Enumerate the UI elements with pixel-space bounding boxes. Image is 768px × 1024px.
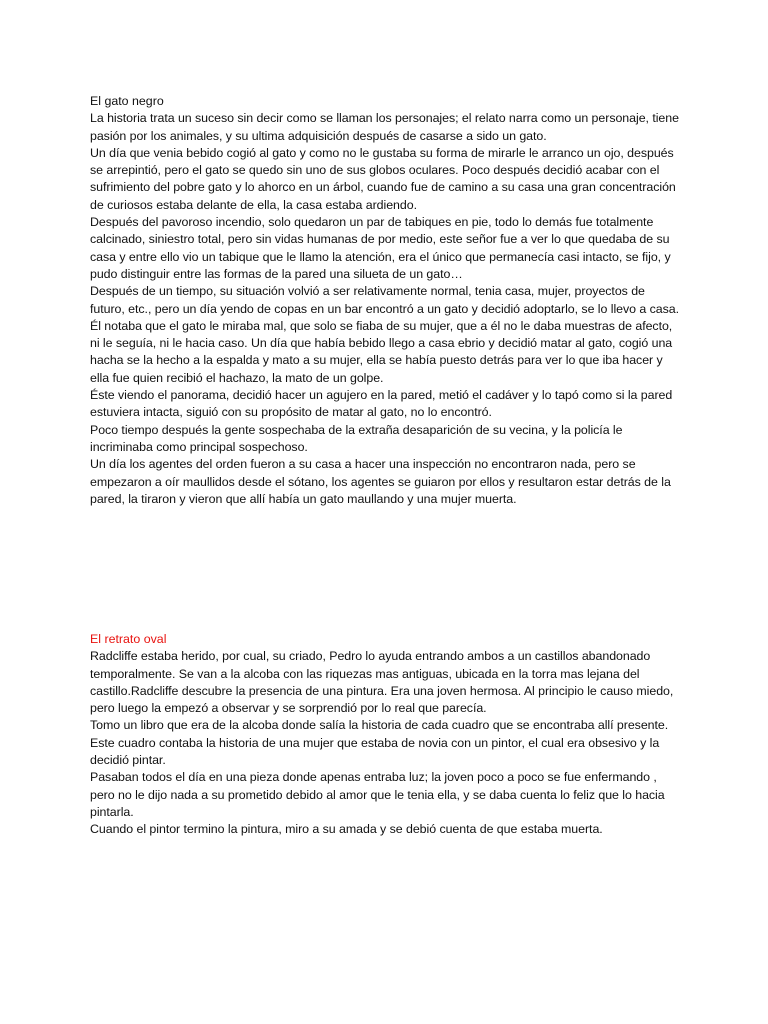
paragraph: Poco tiempo después la gente sospechaba de la extraña desaparición de su vecina, y la policía le incriminaba como principal sospechoso. xyxy=(90,422,623,454)
story-section-retrato-oval xyxy=(90,631,680,839)
paragraph: Un día los agentes del orden fueron a su casa a hacer una inspección no encontraron nada, pero se empezaron a oír maullidos desde el sótano, los agentes se guiaron por ellos y resultaron estar detrás de la pared, la tiraron y vieron que allí había un gato maullando y una mujer muerta. xyxy=(90,457,671,506)
paragraph: Éste viendo el panorama, decidió hacer un agujero en la pared, metió el cadáver y lo tapó como si la pared estuviera intacta, siguió con su propósito de matar al gato, no lo encontró. xyxy=(90,388,673,420)
paragraph: Después de un tiempo, su situación volvió a ser relativamente normal, tenia casa, mujer, proyectos de futuro, etc., pero un día yendo de copas en un bar encontró a un gato y decidió adoptarlo, se lo llevo a casa. xyxy=(90,284,679,316)
paragraph: Este cuadro contaba la historia de una mujer que estaba de novia con un pintor, el cual era obsesivo y la decidió pintar. xyxy=(90,735,660,768)
paragraph: Radcliffe estaba herido, por cual, su criado, Pedro lo ayuda entrando ambos a un castillos abandonado temporalmente. Se van a la alcoba con las riquezas mas antiguas, ubicada en la torra mas lejana del castillo.Radcliffe descubre la presencia de una pintura. Era una joven hermosa. Al principio le causo miedo, pero luego la empezó a observar y se sorprendió por lo real que parecía. xyxy=(90,649,674,716)
paragraph: Él notaba que el gato le miraba mal, que solo se fiaba de su mujer, que a él no le daba muestras de afecto, ni le seguía, ni le hacia caso. Un día que había bebido llego a casa ebrio y decidió matar al gato, cogió una hacha se la hecho a la espalda y mato a su mujer, ella se había puesto detrás para ver lo que iba hacer y ella fue quien recibió el hachazo, la mato de un golpe. xyxy=(90,318,673,385)
paragraph: La historia trata un suceso sin decir como se llaman los personajes; el relato narra como un personaje, tiene pasión por los animales, y su ultima adquisición después de casarse a sido un gato. xyxy=(90,111,679,143)
story-section-gato-negro xyxy=(90,93,680,508)
paragraph: Después del pavoroso incendio, solo quedaron un par de tabiques en pie, todo lo demás fue totalmente calcinado, siniestro total, pero sin vidas humanas de por medio, este señor fue a ver lo que quedaba de su casa y entre ello vio un tabique que le llamo la atención, era el único que permanecía casi intacto, se fijo, y pudo distinguir entre las formas de la pared una silueta de un gato… xyxy=(90,215,671,281)
section-title: El gato negro xyxy=(90,94,164,108)
paragraph: Cuando el pintor termino la pintura, miro a su amada y se debió cuenta de que estaba muerta. xyxy=(90,822,603,837)
paragraph: Tomo un libro que era de la alcoba donde salía la historia de cada cuadro que se encontraba allí presente. xyxy=(90,718,669,733)
paragraph: Un día que venia bebido cogió al gato y como no le gustaba su forma de mirarle le arranco un ojo, después se arrepintió, pero el gato se quedo sin uno de sus globos oculares. Poco después decidió acabar con el sufrimiento del pobre gato y lo ahorco en un árbol, cuando fue de camino a su casa una gran concentración de curiosos estaba delante de ella, la casa estaba ardiendo. xyxy=(90,145,676,212)
section-title: El retrato oval xyxy=(90,632,167,646)
paragraph: Pasaban todos el día en una pieza donde apenas entraba luz; la joven poco a poco se fue enfermando , pero no le dijo nada a su prometido debido al amor que le tenia ella, y se daba cuenta lo feliz que lo hacia pintarla. xyxy=(90,770,665,819)
